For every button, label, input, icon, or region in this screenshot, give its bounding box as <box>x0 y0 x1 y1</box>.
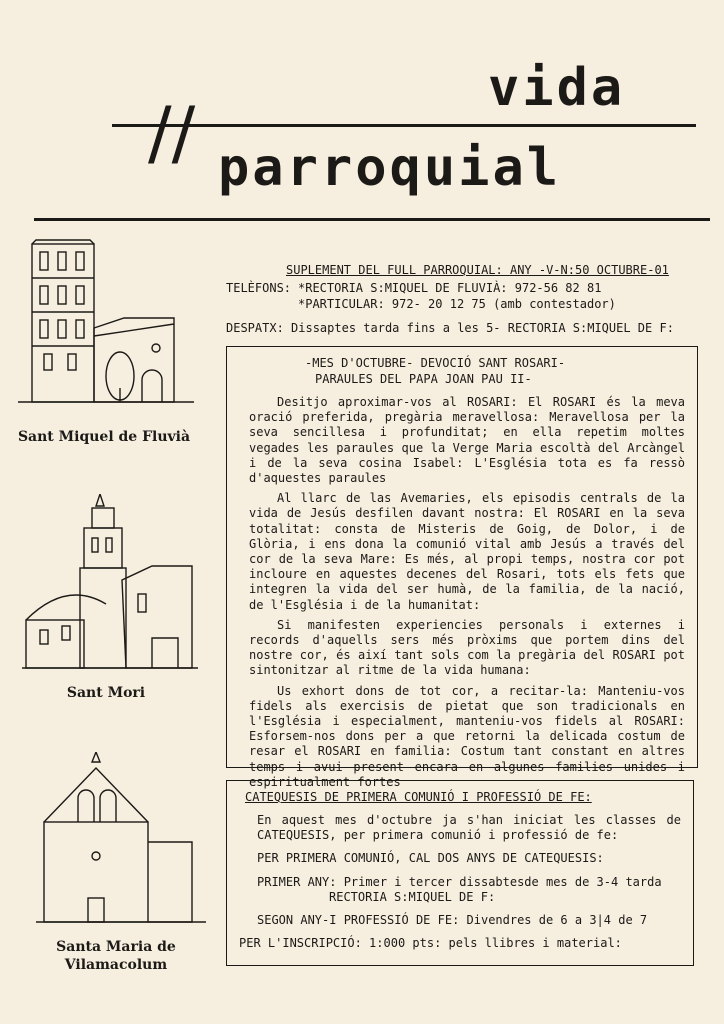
masthead-title-parroquial: parroquial <box>218 138 562 198</box>
church-caption-sant-mori: Sant Mori <box>66 685 146 701</box>
phone-particular: *PARTICULAR: 972- 20 12 75 (amb contestador) <box>298 297 616 311</box>
phone-rectoria: *RECTORIA S:MIQUEL DE FLUVIÀ: 972-56 82 81 <box>298 281 602 295</box>
catechesis-intro: En aquest mes d'octubre ja s'han iniciat les classes de CATEQUESIS, per primera comunió i professió de fe: <box>257 813 681 843</box>
catechesis-second-year: SEGON ANY-I PROFESSIÓ DE FE: Divendres de 6 a 3|4 de 7 <box>257 913 648 928</box>
rosari-paragraph-4: Us exhort dons de tot cor, a recitar-la: Manteniu-vos fidels als exercisis de pietat que son tradicionals en l'Església i especialment, manteniu-vos fidels al ROSARI: Esforsem-nos dons per a que retorni la delicada costum de resar el ROSARI en familia: Costum tant constant en altres temps i avui present encara en algunes families unides i espiritualment fortes <box>249 683 685 789</box>
supplement-line: SUPLEMENT DEL FULL PARROQUIAL: ANY -V-N:50 OCTUBRE-01 <box>286 263 669 277</box>
office-hours: DESPATX: Dissaptes tarda fins a les 5- RECTORIA S:MIQUEL DE F: <box>226 321 674 335</box>
church-illustration-santa-maria <box>26 752 206 930</box>
catechesis-registration: PER L'INSCRIPCIÓ: 1:000 pts: pels llibres i material: <box>239 936 622 951</box>
rosari-paragraph-3: Si manifesten experiencies personals i externes i records d'aquells sers més pròxims que portem dins del nostre cor, és així tant sols com la pregària del ROSARI pot sintonitzar al ritme de la vida humana: <box>249 617 685 678</box>
catechesis-title: CATEQUESIS DE PRIMERA COMUNIÓ I PROFESSIÓ DE FE: <box>245 790 592 804</box>
masthead-line <box>112 124 696 127</box>
church-caption-sant-miquel: Sant Miquel de Fluvià <box>17 429 191 445</box>
church-caption-santa-maria: Santa Maria de Vilamacolum <box>56 939 176 973</box>
rosari-paragraph-1: Desitjo aproximar-vos al ROSARI: El ROSARI és la meva oració preferida, pregària meravellosa: Meravellosa per la seva sencillesa i profunditat; en ella repetim moltes vegades les paraules que la Verge Maria escoltà del Arcàngel i de la seva cosina Isabel: L'Església tota es fa ressò d'aquestes paraules <box>249 395 685 486</box>
church-illustration-sant-mori <box>22 494 198 676</box>
catechesis-first-year: PRIMER ANY: Primer i tercer dissabtesde mes de 3-4 tarda <box>257 874 662 889</box>
catechesis-first-year-place: RECTORIA S:MIQUEL DE F: <box>329 889 496 904</box>
rosari-subtitle: PARAULES DEL PAPA JOAN PAU II- <box>315 372 532 386</box>
catechesis-first-communion: PER PRIMERA COMUNIÓ, CAL DOS ANYS DE CATEQUESIS: <box>257 851 604 866</box>
phones-label: TELÈFONS: <box>226 281 292 295</box>
masthead-slash: // <box>148 92 196 174</box>
rosari-title: -MES D'OCTUBRE- DEVOCIÓ SANT ROSARI- <box>305 356 566 370</box>
church-illustration-sant-miquel <box>18 238 194 414</box>
rosari-paragraph-2: Al llarc de las Avemaries, els episodis centrals de la vida de Jesús desfilen davant nostra: El ROSARI en la seva totalitat: consta de Misteris de Goig, de Dolor, i de Glòria, i ens dona la comunió vital amb Jesús a través del cor de la seva Mare: Es més, al propi temps, nostra cor pot incloure en aquestes decenes del Rosari, tots els fets que integren la vida del ser humà, de la familia, de la nació, de l'Església i de la humanitat: <box>249 491 685 612</box>
masthead-title-vida: vida <box>488 58 626 118</box>
rosari-article <box>226 346 698 789</box>
catechesis-article <box>226 780 694 966</box>
masthead-rule <box>34 218 710 221</box>
